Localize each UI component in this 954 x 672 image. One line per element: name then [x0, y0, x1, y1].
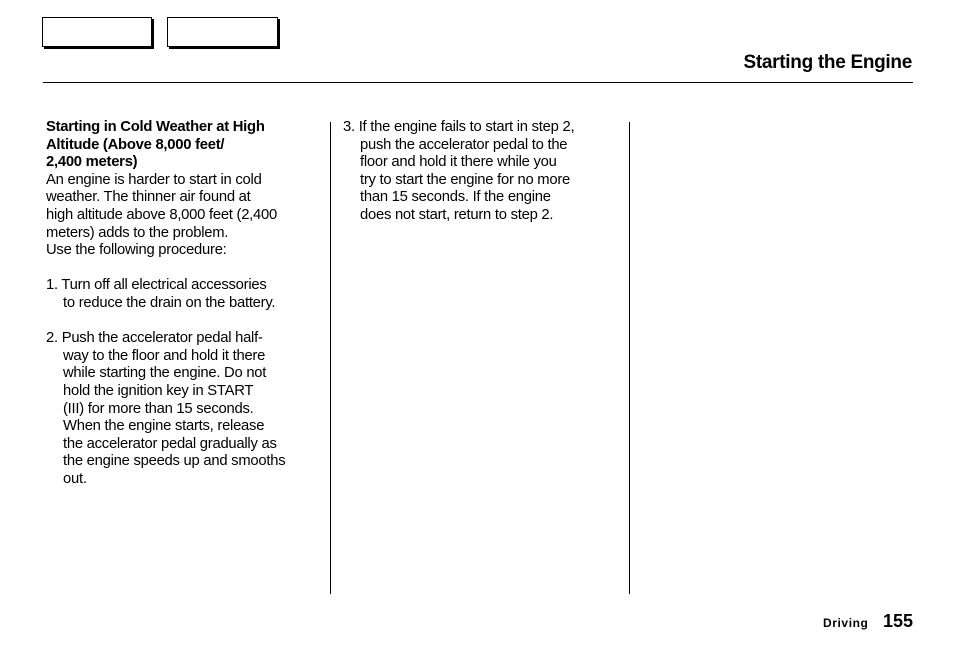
- step-line: does not start, return to step 2.: [360, 206, 554, 223]
- step-line: than 15 seconds. If the engine: [360, 189, 551, 206]
- page-number: 155: [882, 611, 913, 631]
- step-line: floor and hold it there while you: [360, 154, 557, 171]
- nav-forward-button[interactable]: [167, 17, 278, 47]
- page-footer: [823, 611, 913, 632]
- step-line: 1. Turn off all electrical accessories: [46, 277, 267, 294]
- step-line: out.: [63, 470, 87, 487]
- left-column: [46, 119, 321, 488]
- step-line: try to start the engine for no more: [360, 171, 571, 188]
- step-1: [46, 277, 321, 312]
- intro-line: Use the following procedure:: [46, 242, 227, 259]
- column-divider-left: [330, 122, 331, 594]
- step-line: to reduce the drain on the battery.: [63, 294, 276, 311]
- heading-line: Altitude (Above 8,000 feet/: [46, 136, 225, 153]
- heading-line: Starting in Cold Weather at High: [46, 119, 265, 135]
- intro-line: weather. The thinner air found at: [46, 189, 251, 206]
- middle-column: [343, 119, 623, 225]
- step-line: When the engine starts, release: [63, 418, 265, 435]
- footer-section-label: Driving: [822, 616, 869, 630]
- step-line: (III) for more than 15 seconds.: [63, 400, 254, 417]
- step-2: [46, 330, 321, 488]
- step-line: the engine speeds up and smooths: [63, 453, 286, 470]
- page-title: Starting the Engine: [743, 52, 912, 73]
- column-divider-right: [629, 122, 630, 594]
- section-heading: [46, 119, 321, 172]
- intro-line: meters) adds to the problem.: [46, 224, 229, 241]
- step-3: [343, 119, 623, 225]
- intro-line: An engine is harder to start in cold: [46, 171, 262, 188]
- step-line: hold the ignition key in START: [63, 382, 254, 399]
- step-line: while starting the engine. Do not: [63, 365, 267, 382]
- nav-back-button[interactable]: [42, 17, 152, 47]
- title-divider: [43, 82, 913, 83]
- step-line: the accelerator pedal gradually as: [63, 435, 277, 452]
- step-line: 3. If the engine fails to start in step 2,: [343, 119, 575, 135]
- step-line: 2. Push the accelerator pedal half-: [46, 330, 263, 347]
- step-line: way to the floor and hold it there: [63, 347, 266, 364]
- step-line: push the accelerator pedal to the: [360, 136, 568, 153]
- heading-line: 2,400 meters): [46, 154, 138, 171]
- intro-paragraph: [46, 172, 321, 260]
- intro-line: high altitude above 8,000 feet (2,400: [46, 206, 277, 223]
